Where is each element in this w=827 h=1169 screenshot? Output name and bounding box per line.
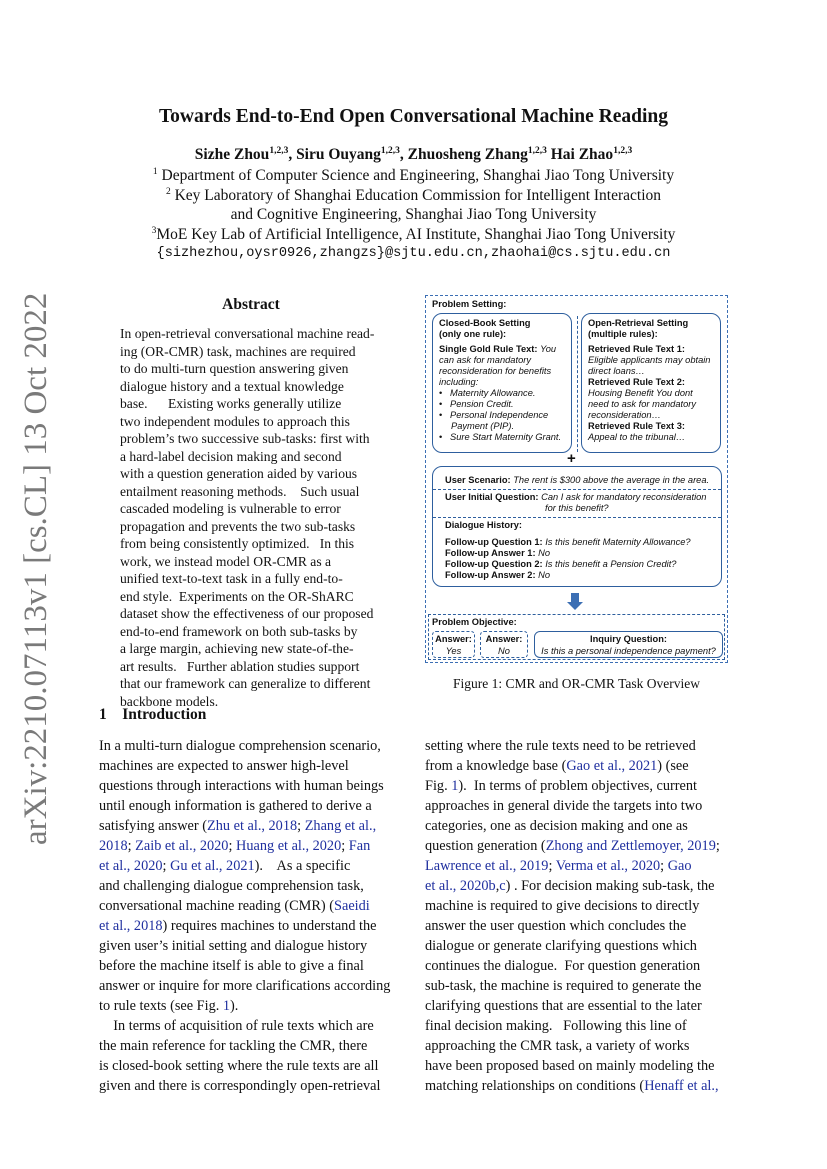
intro-left-column	[99, 736, 404, 1096]
plus-icon: +	[567, 450, 576, 467]
abstract-line: a large margin, achieving new state-of-the-	[120, 641, 354, 656]
text-line: et al., 2020b,c) . For decision making sub-task, the	[425, 878, 715, 894]
abstract-line: art results. Further ablation studies support	[120, 658, 360, 674]
citation-link[interactable]: Gao	[667, 858, 692, 874]
text-line: and challenging dialogue comprehension task,	[99, 878, 364, 894]
paper-title: Towards End-to-End Open Conversational Machine Reading	[158, 106, 669, 127]
author-name: Siru Ouyang	[296, 146, 381, 164]
citation-link[interactable]: Fan	[348, 838, 371, 854]
abstract-line: from being consistently optimized. In this	[120, 536, 355, 551]
citation-link[interactable]: Gu et al., 2021	[170, 858, 255, 874]
citation-link[interactable]: Zaib et al., 2020	[135, 838, 229, 854]
abstract-line: cascaded modeling is vulnerable to error	[120, 501, 341, 516]
text-line: approaching the CMR task, a variety of works	[425, 1038, 690, 1054]
bullet-item: • Personal Independence	[439, 410, 549, 420]
abstract-body	[120, 325, 382, 710]
author-name: Hai Zhao	[550, 146, 614, 164]
citation-link[interactable]: 2018	[99, 838, 128, 854]
retrieved-rule-2-label: Retrieved Rule Text 2:	[588, 377, 685, 387]
citation-link[interactable]: Saeidi	[334, 898, 370, 914]
column-divider	[577, 316, 578, 452]
abstract-line: unified text-to-text task in a fully end-to-	[120, 571, 343, 586]
citation-link[interactable]: Huang et al., 2020	[236, 838, 342, 854]
citation-link[interactable]: Zhang et al.,	[304, 818, 377, 834]
abstract-line: ing (OR-CMR) task, machines are required	[120, 343, 356, 359]
abstract-line: a hard-label decision making and second	[120, 448, 342, 464]
citation-link[interactable]: c	[499, 878, 506, 894]
citation-link[interactable]: et al., 2020b	[425, 878, 496, 894]
citation-link[interactable]: 1	[222, 998, 231, 1014]
section-heading: 1 Introduction	[99, 706, 207, 723]
abstract-line: propagation and prevents the two sub-tasks	[120, 518, 356, 534]
author-emails: {sizhezhou,oysr0926,zhangzs}@sjtu.edu.cn,zhaohai@cs.sjtu.edu.cn	[156, 246, 671, 261]
text-line: to rule texts (see Fig. 1).	[99, 998, 239, 1014]
text-line: until enough information is gathered to derive a	[99, 798, 372, 814]
text-line: question generation (Zhong and Zettlemoyer, 2019;	[425, 838, 720, 854]
text-line: conversational machine reading (CMR) (Saeidi	[99, 898, 370, 914]
text-line: is closed-book setting where the rule texts are all	[99, 1058, 379, 1074]
text-line: setting where the rule texts need to be retrieved	[425, 738, 696, 754]
followup-answer-1: Follow-up Answer 1: No	[445, 548, 551, 558]
text-line: machine is required to give decisions to directly	[425, 898, 700, 914]
problem-objective-label: Problem Objective:	[432, 617, 517, 627]
text-line: answer the user question which concludes the	[425, 918, 687, 934]
single-gold-rule: Single Gold Rule Text: You	[439, 344, 557, 354]
text-line: have been proposed based on mainly modeling the	[425, 1058, 715, 1074]
arxiv-identifier: arXiv:2210.07113v1 [cs.CL] 13 Oct 2022	[18, 292, 54, 845]
citation-link[interactable]: Verma et al., 2020	[555, 858, 661, 874]
citation-link[interactable]: Henaff et al.,	[644, 1078, 719, 1094]
abstract-line: dialogue history and a textual knowledge	[120, 378, 344, 394]
citation-link[interactable]: et al., 2018	[99, 918, 163, 934]
affiliation-3: $^3$MoE Key Lab of Artificial Intelligence, AI Institute, Shanghai Jiao Tong University	[151, 226, 676, 244]
text-line: final decision making. Following this line of	[425, 1018, 687, 1034]
text-line: machines are expected to answer high-level	[99, 758, 349, 774]
text-line: from a knowledge base (Gao et al., 2021) (see	[425, 758, 689, 774]
abstract-line: work, we instead model OR-CMR as a	[120, 553, 332, 569]
abstract-line: with a question generation aided by various	[120, 466, 358, 481]
author-name: Sizhe Zhou	[194, 146, 270, 164]
abstract-line: In open-retrieval conversational machine read-	[120, 326, 375, 341]
abstract-line: two independent modules to approach this	[120, 413, 350, 429]
citation-link[interactable]: Zhu et al., 2018	[207, 818, 298, 834]
bullet-item: • Maternity Allowance.	[439, 388, 536, 398]
inquiry-question-box: Inquiry Question: Is this a personal independence payment?	[534, 631, 723, 658]
author-list: Sizhe Zhou$^{1,2,3}$, Siru Ouyang$^{1,2,3}$, Zhuosheng Zhang$^{1,2,3}$ Hai Zhao$^{1,2,3}$	[194, 146, 633, 164]
text-line: In a multi-turn dialogue comprehension scenario,	[99, 738, 381, 754]
citation-link[interactable]: 1	[451, 778, 459, 794]
down-arrow-icon	[567, 593, 583, 611]
bullet-item: • Sure Start Maternity Grant.	[439, 432, 562, 442]
citation-link[interactable]: et al., 2020	[99, 858, 163, 874]
bullet-item: • Pension Credit.	[439, 399, 514, 409]
figure-1	[425, 295, 728, 663]
retrieved-rule-3-label: Retrieved Rule Text 3:	[588, 421, 685, 431]
closed-book-title: Closed-Book Setting	[439, 318, 531, 328]
dialogue-box: User Scenario: The rent is $300 above the average in the area. User Initial Question: Can I ask for mandatory reconsideration for this benefit? Dialogue History: Follow-up Question 1: Is this benefit Maternity Allowance? Follow-up Answer 1: No Follow-up Question 2: Is this benefit a Pension Credit? Follow-up Answer 2: No	[432, 466, 722, 587]
text-line: 2018; Zaib et al., 2020; Huang et al., 2020; Fan	[99, 838, 371, 854]
text-line: dialogue or generate clarifying questions which	[425, 938, 697, 954]
abstract-line: entailment reasoning methods. Such usual	[120, 483, 360, 499]
abstract-line: dataset show the effectiveness of our proposed	[120, 606, 374, 621]
retrieved-rule-1-label: Retrieved Rule Text 1:	[588, 344, 685, 354]
text-line: In terms of acquisition of rule texts which are	[99, 1018, 374, 1034]
followup-answer-2: Follow-up Answer 2: No	[445, 570, 551, 580]
followup-question-1: Follow-up Question 1: Is this benefit Maternity Allowance?	[445, 537, 691, 547]
abstract-line: end-to-end framework on both sub-tasks by	[120, 623, 358, 639]
followup-question-2: Follow-up Question 2: Is this benefit a Pension Credit?	[445, 559, 677, 569]
citation-link[interactable]: Gao et al., 2021	[566, 758, 658, 774]
author-name: Zhuosheng Zhang	[407, 146, 528, 164]
abstract-line: base. Existing works generally utilize	[120, 396, 342, 411]
intro-right-column	[425, 736, 730, 1096]
text-line: answer or inquire for more clarifications according	[99, 978, 391, 994]
text-line: sub-task, the machine is required to generate the	[425, 978, 702, 994]
answer-yes-box: Answer: Yes	[432, 631, 475, 658]
open-retrieval-title: Open-Retrieval Setting	[588, 318, 689, 328]
user-initial-question: User Initial Question: Can I ask for mandatory reconsideration	[445, 492, 707, 502]
text-line: et al., 2020; Gu et al., 2021). As a specific	[99, 858, 351, 874]
dialogue-history-label: Dialogue History:	[445, 520, 522, 530]
text-line: Lawrence et al., 2019; Verma et al., 2020; Gao	[425, 858, 692, 874]
text-line: et al., 2018) requires machines to understand the	[99, 918, 377, 934]
problem-setting-label: Problem Setting:	[432, 299, 507, 309]
figure-caption: Figure 1: CMR and OR-CMR Task Overview	[452, 676, 701, 691]
abstract-line: backbone models.	[120, 693, 219, 709]
text-line: Fig. 1). In terms of problem objectives, current	[425, 778, 697, 794]
text-line: questions through interactions with human beings	[99, 778, 384, 794]
text-line: satisfying answer (Zhu et al., 2018; Zhang et al.,	[99, 818, 377, 834]
abstract-line: that our framework can generalize to different	[120, 676, 371, 691]
affiliation-2-cont: and Cognitive Engineering, Shanghai Jiao Tong University	[230, 206, 597, 223]
closed-book-box: Closed-Book Setting (only one rule): Single Gold Rule Text: You can ask for mandatory reconsideration for benefits including: • Maternity Allowance. • Pension Credit. • Personal Independence Payment (PIP). • Sure Start Maternity Grant.	[432, 313, 572, 453]
text-line: before the machine itself is able to give a final	[99, 958, 364, 974]
affiliation-1: $^1$ Department of Computer Science and Engineering, Shanghai Jiao Tong University	[152, 167, 675, 185]
text-line: matching relationships on conditions (Henaff et al.,	[425, 1078, 719, 1094]
text-line: given user’s initial setting and dialogue history	[99, 938, 368, 954]
text-line: continues the dialogue. For question generation	[425, 958, 701, 974]
text-line: clarifying questions that are essential to the later	[425, 998, 702, 1014]
citation-link[interactable]: Lawrence et al., 2019	[425, 858, 549, 874]
abstract-heading: Abstract	[222, 296, 280, 313]
open-retrieval-subtitle: (multiple rules):	[588, 329, 658, 339]
text-line: approaches in general divide the targets into two	[425, 798, 703, 814]
text-line: the main reference for tackling the CMR, there	[99, 1038, 368, 1054]
text-line: given and there is correspondingly open-retrieval	[99, 1078, 381, 1094]
affiliation-2: $^2$ Key Laboratory of Shanghai Education Commission for Intelligent Interaction	[165, 187, 662, 205]
abstract-line: problem’s two successive sub-tasks: first with	[120, 431, 370, 446]
text-line: categories, one as decision making and one as	[425, 818, 688, 834]
closed-book-subtitle: (only one rule):	[439, 329, 507, 339]
abstract-line: to do multi-turn question answering given	[120, 361, 349, 376]
open-retrieval-box: Open-Retrieval Setting (multiple rules): Retrieved Rule Text 1: Eligible applicants may obtain direct loans… Retrieved Rule Text 2: Housing Benefit You dont need to ask for mandatory reconsideration… Retrieved Rule Text 3: Appeal to the tribunal…	[581, 313, 721, 453]
abstract-line: end style. Experiments on the OR-ShARC	[120, 588, 354, 604]
citation-link[interactable]: Zhong and Zettlemoyer, 2019	[545, 838, 716, 854]
answer-no-box: Answer: No	[480, 631, 528, 658]
user-scenario: User Scenario: The rent is $300 above the average in the area.	[445, 475, 710, 485]
